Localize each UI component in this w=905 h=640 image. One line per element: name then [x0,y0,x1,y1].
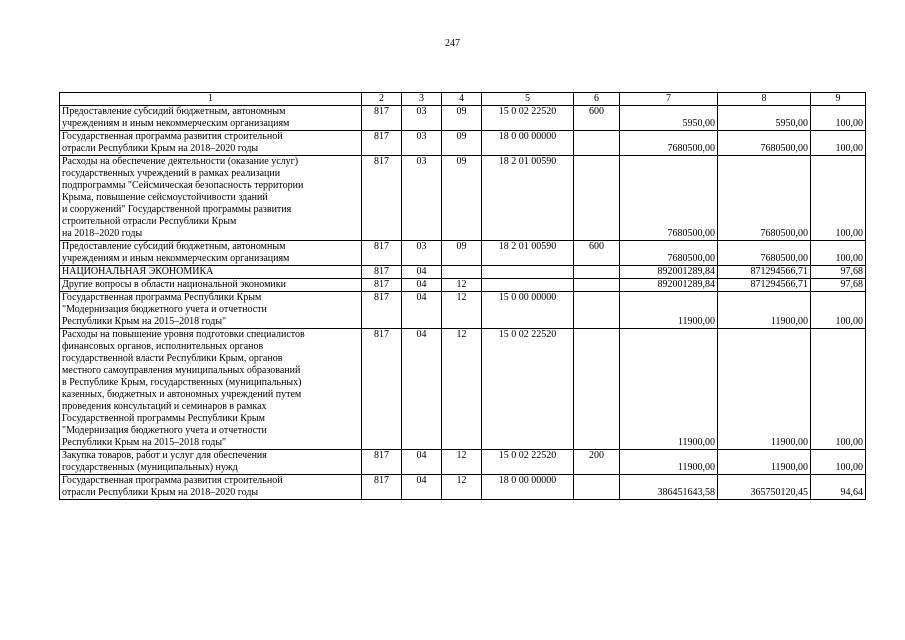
header-cell: 8 [718,93,811,106]
row-name-line: "Модернизация бюджетного учета и отчетности [62,425,267,436]
row-name-cell [60,156,362,241]
target-article-cell [482,279,574,292]
row-name-line: Предоставление субсидий бюджетным, автономным [62,241,286,252]
row-name-line: местного самоуправления муниципальных образований [62,365,301,376]
subsection-code-cell: 09 [442,156,482,241]
approved-amount-cell: 7680500,00 [620,156,718,241]
subsection-code-cell: 12 [442,329,482,450]
row-name-line: подпрограммы "Сейсмическая безопасность территории [62,180,304,191]
table-row [60,475,866,500]
expense-type-cell [574,292,620,329]
header-cell: 5 [482,93,574,106]
header-cell: 3 [402,93,442,106]
expense-type-cell: 600 [574,241,620,266]
row-name-line: в Республике Крым, государственных (муниципальных) [62,377,302,388]
budget-code-cell: 817 [362,292,402,329]
budget-code-cell: 817 [362,106,402,131]
section-code-cell: 03 [402,106,442,131]
row-name-line: Расходы на обеспечение деятельности (оказание услуг) [62,156,299,167]
executed-amount-cell: 7680500,00 [718,241,811,266]
subsection-code-cell: 09 [442,241,482,266]
budget-code-cell: 817 [362,131,402,156]
table-row [60,450,866,475]
executed-amount-cell: 11900,00 [718,450,811,475]
budget-code-cell: 817 [362,279,402,292]
row-name-cell [60,131,362,156]
section-code-cell: 04 [402,329,442,450]
row-name-line: Государственной программы Республики Крым [62,413,265,424]
expense-type-cell: 600 [574,106,620,131]
header-cell: 1 [60,93,362,106]
target-article-cell: 18 0 00 00000 [482,475,574,500]
row-name-line: и сооружений" Государственной программы развития [62,204,292,215]
row-name-cell [60,106,362,131]
row-name-line: на 2018–2020 годы [62,228,143,239]
percent-cell: 97,68 [811,266,866,279]
expense-type-cell [574,329,620,450]
expense-type-cell [574,266,620,279]
row-name-line: "Модернизация бюджетного учета и отчетности [62,304,267,315]
budget-code-cell: 817 [362,329,402,450]
approved-amount-cell: 11900,00 [620,450,718,475]
row-name-line: учреждениям и иным некоммерческим организациям [62,118,290,129]
percent-cell: 100,00 [811,131,866,156]
row-name-line: отрасли Республики Крым на 2018–2020 годы [62,487,259,498]
executed-amount-cell: 871294566,71 [718,279,811,292]
percent-cell: 100,00 [811,450,866,475]
subsection-code-cell: 12 [442,475,482,500]
target-article-cell: 18 2 01 00590 [482,241,574,266]
row-name-cell [60,266,362,279]
percent-cell: 100,00 [811,156,866,241]
header-cell: 6 [574,93,620,106]
row-name-line: государственных (муниципальных) нужд [62,462,238,473]
row-name-cell [60,475,362,500]
row-name-line: НАЦИОНАЛЬНАЯ ЭКОНОМИКА [62,266,214,277]
row-name-line: Крыма, повышение сейсмоустойчивости зданий [62,192,268,203]
row-name-line: Государственная программа развития строительной [62,131,283,142]
approved-amount-cell: 11900,00 [620,292,718,329]
table-row [60,279,866,292]
section-code-cell: 04 [402,292,442,329]
table-row [60,131,866,156]
approved-amount-cell: 11900,00 [620,329,718,450]
section-code-cell: 04 [402,475,442,500]
target-article-cell: 18 0 00 00000 [482,131,574,156]
section-code-cell: 04 [402,266,442,279]
subsection-code-cell: 09 [442,106,482,131]
table-row [60,241,866,266]
target-article-cell: 18 2 01 00590 [482,156,574,241]
expense-type-cell [574,475,620,500]
table-row [60,292,866,329]
subsection-code-cell: 09 [442,131,482,156]
section-code-cell: 03 [402,131,442,156]
table-row [60,329,866,450]
table-body [60,106,866,500]
expense-type-cell [574,156,620,241]
approved-amount-cell: 892001289,84 [620,266,718,279]
row-name-cell [60,292,362,329]
section-code-cell: 04 [402,450,442,475]
executed-amount-cell: 7680500,00 [718,131,811,156]
section-code-cell: 04 [402,279,442,292]
approved-amount-cell: 7680500,00 [620,131,718,156]
header-cell: 2 [362,93,402,106]
section-code-cell: 03 [402,241,442,266]
row-name-line: Государственная программа развития строительной [62,475,283,486]
budget-code-cell: 817 [362,450,402,475]
row-name-line: Расходы на повышение уровня подготовки специалистов [62,329,305,340]
percent-cell: 100,00 [811,241,866,266]
row-name-line: финансовых органов, исполнительных органов [62,341,264,352]
budget-code-cell: 817 [362,241,402,266]
row-name-cell [60,279,362,292]
expense-type-cell [574,131,620,156]
executed-amount-cell: 11900,00 [718,329,811,450]
row-name-line: Предоставление субсидий бюджетным, автономным [62,106,286,117]
row-name-line: учреждениям и иным некоммерческим организациям [62,253,290,264]
row-name-line: государственных учреждений в рамках реализации [62,168,281,179]
row-name-cell [60,329,362,450]
executed-amount-cell: 871294566,71 [718,266,811,279]
row-name-cell [60,450,362,475]
row-name-line: Республики Крым на 2015–2018 годы" [62,437,227,448]
header-cell: 7 [620,93,718,106]
header-cell: 4 [442,93,482,106]
target-article-cell [482,266,574,279]
executed-amount-cell: 7680500,00 [718,156,811,241]
percent-cell: 97,68 [811,279,866,292]
approved-amount-cell: 386451643,58 [620,475,718,500]
row-name-line: строительной отрасли Республики Крым [62,216,237,227]
approved-amount-cell: 892001289,84 [620,279,718,292]
subsection-code-cell: 12 [442,279,482,292]
budget-table [59,92,866,500]
row-name-line: отрасли Республики Крым на 2018–2020 годы [62,143,259,154]
approved-amount-cell: 7680500,00 [620,241,718,266]
executed-amount-cell: 365750120,45 [718,475,811,500]
section-code-cell: 03 [402,156,442,241]
expense-type-cell: 200 [574,450,620,475]
executed-amount-cell: 11900,00 [718,292,811,329]
header-cell: 9 [811,93,866,106]
budget-code-cell: 817 [362,266,402,279]
target-article-cell: 15 0 00 00000 [482,292,574,329]
subsection-code-cell [442,266,482,279]
row-name-line: Республики Крым на 2015–2018 годы" [62,316,227,327]
table-row [60,106,866,131]
budget-code-cell: 817 [362,156,402,241]
executed-amount-cell: 5950,00 [718,106,811,131]
target-article-cell: 15 0 02 22520 [482,106,574,131]
subsection-code-cell: 12 [442,292,482,329]
page-number: 247 [445,38,460,49]
row-name-line: Другие вопросы в области национальной экономики [62,279,286,290]
budget-code-cell: 817 [362,475,402,500]
percent-cell: 100,00 [811,106,866,131]
approved-amount-cell: 5950,00 [620,106,718,131]
table-row [60,156,866,241]
row-name-line: Закупка товаров, работ и услуг для обеспечения [62,450,267,461]
percent-cell: 100,00 [811,292,866,329]
header-row [60,93,866,106]
subsection-code-cell: 12 [442,450,482,475]
row-name-cell [60,241,362,266]
table-row [60,266,866,279]
row-name-line: Государственная программа Республики Крым [62,292,262,303]
expense-type-cell [574,279,620,292]
row-name-line: казенных, бюджетных и автономных учреждений путем [62,389,302,400]
row-name-line: проведения консультаций и семинаров в рамках [62,401,267,412]
row-name-line: государственной власти Республики Крым, органов [62,353,283,364]
percent-cell: 94,64 [811,475,866,500]
target-article-cell: 15 0 02 22520 [482,329,574,450]
target-article-cell: 15 0 02 22520 [482,450,574,475]
percent-cell: 100,00 [811,329,866,450]
